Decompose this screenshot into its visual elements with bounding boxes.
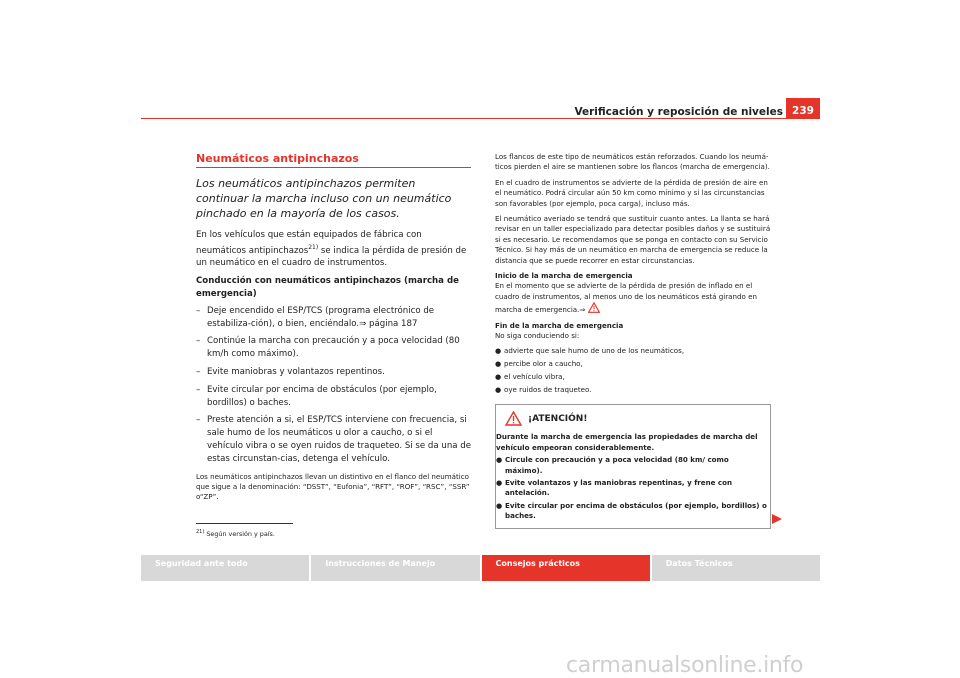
emergency-start-subhead: Inicio de la marcha de emergencia [495,271,633,281]
footnote-rule [196,523,293,524]
list-item-text: el vehículo vibra, [504,371,565,381]
footer-navigation [141,555,820,581]
footnote-ref[interactable]: 21) [308,243,319,251]
warning-item-text: Evite volantazos y las maniobras repentinas, y frene con antelación. [505,477,733,498]
list-item [495,370,771,383]
warning-item-text: Evite circular por encima de obstáculos (por ejemplo, bordillos) o baches. [505,500,767,521]
lead-paragraph: Los neumáticos antipinchazos permiten continuar la marcha incluso con un neumático pinchado en la mayoría de los casos. [196,177,452,220]
dash-marker: – [196,305,201,316]
warning-item [496,478,767,499]
list-item-text: advierte que sale humo de uno de los neumáticos, [504,345,685,355]
warning-item-text: Circule con precaución y a poca velocidad (80 km/ como máximo). [505,455,729,475]
step-item [196,384,471,410]
list-item [495,383,771,396]
sidewall-paragraph: Los flancos de este tipo de neumáticos están reforzados. Cuando los neumá-ticos pierden el aire se mantienen sobre los flancos (marcha de emergencia). [495,152,770,172]
dash-marker: – [196,415,201,426]
footer-tab-instrucciones[interactable]: Instrucciones de Manejo [311,555,479,581]
dash-marker: – [196,336,201,347]
warning-box [495,404,771,528]
warning-triangle-icon [505,411,522,426]
step-text: Preste atención a si, el ESP/TCS interviene con frecuencia, si sale humo de los neumáticos u olor a caucho, o si el vehículo vibra o se oyen ruidos de traqueteo. Si se da una de estas circunstan-cias, detenga el vehículo. [207,415,472,464]
bullet-marker: ● [495,358,502,368]
list-item-text: percibe olor a caucho, [504,358,583,368]
section-title: Neumáticos antipinchazos [196,152,471,168]
emergency-end-subhead: Fin de la marcha de emergencia [495,320,624,330]
intro-text-2: se indica la pérdida de presión de un neumático en el cuadro de instrumentos. [196,245,467,269]
dash-marker: – [196,367,201,378]
warning-item [496,455,767,476]
pressure-warning-paragraph: En el cuadro de instrumentos se advierte de la pérdida de presión de aire en el neumático. Podrá circular aún 50 km como mínimo y si las circunstancias son favorables (por ejemplo, poca carga), incluso más. [495,177,768,208]
warning-header [496,411,767,426]
stop-conditions-list [495,344,771,397]
step-text: Evite circular por encima de obstáculos (por ejemplo, bordillos) o baches. [207,384,437,408]
footnote-text: Según versión y país. [206,530,275,539]
right-column [495,152,771,529]
footnote [196,529,275,538]
warning-list [496,455,767,521]
list-item [495,357,771,370]
step-text: Continúe la marcha con precaución y a poca velocidad (80 km/h como máximo). [207,336,460,360]
emergency-start-paragraph [495,281,771,315]
warning-title: ¡ATENCIÓN! [528,413,588,424]
footer-tab-consejos[interactable]: Consejos prácticos [482,555,650,581]
intro-text-1: En los vehículos que están equipados de fábrica con neumáticos antipinchazos [196,230,422,256]
emergency-driving-subhead: Conducción con neumáticos antipinchazos (marcha de emergencia) [196,276,459,300]
step-item [196,366,471,379]
warning-intro: Durante la marcha de emergencia las propiedades de marcha del vehículo empeoran considerablemente. [496,432,758,452]
step-item [196,414,471,465]
header-rule [141,118,820,119]
watermark: carmanualsonline.info [566,653,804,678]
footnote-marker: 21) [196,529,205,535]
footer-tab-seguridad[interactable]: Seguridad ante todo [141,555,309,581]
running-header-title: Verificación y reposición de niveles [574,106,783,118]
step-item [196,305,471,331]
left-column [196,152,471,509]
bullet-marker: ● [496,477,503,487]
stop-conditions-intro: No siga conduciendo si: [495,331,580,341]
list-item [495,344,771,357]
warning-item [496,501,767,522]
step-text: Deje encendido el ESP/TCS (programa electrónico de estabiliza-ción), o bien, enciéndalo.⇒ página 187 [207,305,435,329]
step-text: Evite maniobras y volantazos repentinos. [207,367,385,378]
footer-tab-datos[interactable]: Datos Técnicos [652,555,820,581]
intro-paragraph [196,229,471,270]
step-item [196,335,471,361]
bullet-marker: ● [495,371,502,381]
bullet-marker: ● [496,500,503,510]
replacement-paragraph: El neumático averiado se tendrá que sustituir cuanto antes. La llanta se hará revisar en un taller especializado para detectar posibles daños y se sustituirá si es necesario. Le recomendamos que se ponga en contacto con su Servicio Técnico. Si hay más de un neumático en marcha de emergencia se reduce la distancia que se puede recorrer en estar circunstancias. [495,214,771,265]
bullet-marker: ● [495,385,502,395]
tyre-marking-note: Los neumáticos antipinchazos llevan un distintivo en el flanco del neumático que sigue a la denominación: “DSST”, “Eufonia”, “RFT”, “ROF”, “RSC”, “SSR” o“ZP”. [196,471,470,501]
dash-marker: – [196,384,201,395]
steps-list [196,305,471,466]
warning-triangle-icon[interactable] [588,302,600,313]
next-page-arrow-icon[interactable] [772,514,782,524]
page-number: 239 [786,98,820,118]
emergency-start-text: En el momento que se advierte de la pérdida de presión de inflado en el cuadro de instrumentos, al menos uno de los neumáticos está girando en marcha de emergencia.⇒ [495,281,757,315]
bullet-marker: ● [496,455,503,465]
bullet-marker: ● [495,345,502,355]
list-item-text: oye ruidos de traqueteo. [504,385,592,395]
